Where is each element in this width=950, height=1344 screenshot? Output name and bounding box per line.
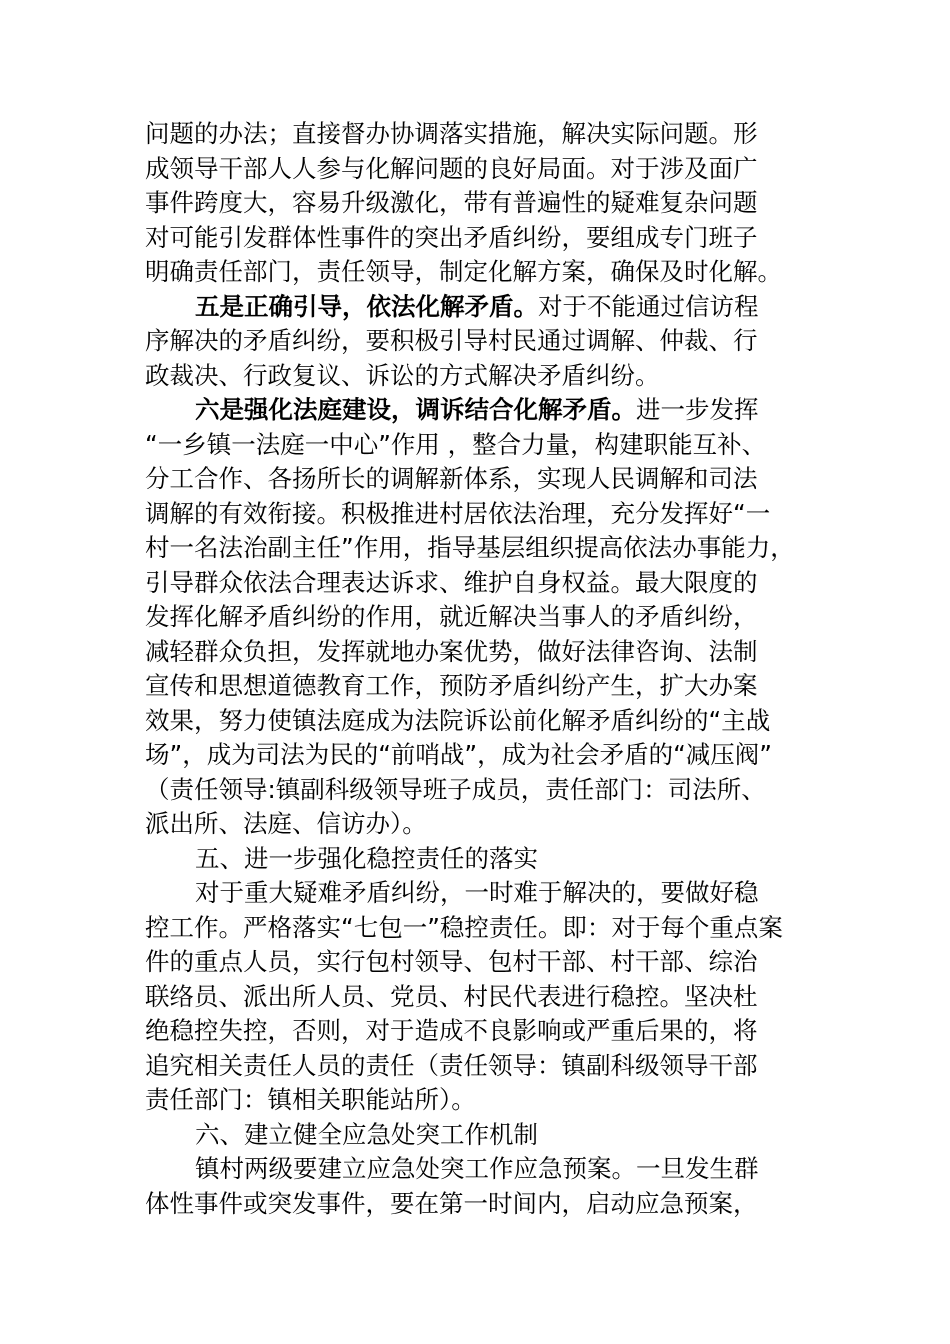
text-line: 件的重点人员，实行包村领导、包村干部、村干部、综治 (145, 947, 758, 976)
text-line: （责任领导:镇副科级领导班子成员，责任部门：司法所、 (145, 774, 766, 804)
text-line: 引导群众依法合理表达诉求、维护自身权益。最大限度的 (145, 567, 758, 597)
text-line: 问题的办法；直接督办协调落实措施，解决实际问题。形 (145, 119, 758, 148)
text-line: 事件跨度大，容易升级激化，带有普遍性的疑难复杂问题 (145, 188, 758, 217)
text-line: 发挥化解矛盾纠纷的作用，就近解决当事人的矛盾纠纷， (145, 602, 758, 631)
paragraph-heading: 六是强化法庭建设，调诉结合化解矛盾。 (195, 395, 636, 424)
paragraph-heading: 五是正确引导，依法化解矛盾。 (195, 291, 538, 321)
text-line: 效果，努力使镇法庭成为法院诉讼前化解矛盾纠纷的“主战 (145, 705, 771, 735)
text-line: 场”，成为司法为民的“前哨战”，成为社会矛盾的“减压阀” (145, 740, 772, 769)
text-line: 政裁决、行政复议、诉讼的方式解决矛盾纠纷。 (145, 360, 660, 390)
document-page (145, 117, 835, 1221)
text-line: 明确责任部门，责任领导，制定化解方案，确保及时化解。 (145, 257, 782, 286)
text-line: “一乡镇一法庭一中心”作用 ，整合力量，构建职能互补、 (145, 429, 767, 459)
text-line: 联络员、派出所人员、党员、村民代表进行稳控。坚决杜 (145, 981, 758, 1011)
text-line: 体性事件或突发事件，要在第一时间内，启动应急预案， (145, 1188, 758, 1218)
text-line: 对可能引发群体性事件的突出矛盾纠纷，要组成专门班子 (145, 222, 758, 252)
section-title: 五、进一步强化稳控责任的落实 (195, 843, 538, 873)
text-line: 责任部门：镇相关职能站所）。 (145, 1085, 476, 1114)
text-line: 分工合作、各扬所长的调解新体系，实现人民调解和司法 (145, 464, 758, 493)
paragraph-guidance (145, 290, 835, 394)
text-line: 宣传和思想道德教育工作，预防矛盾纠纷产生，扩大办案 (145, 671, 758, 700)
paragraph-stability-control (145, 876, 835, 1118)
paragraph-responsibility (145, 117, 835, 290)
text-line (145, 393, 835, 428)
paragraph-court-building (145, 393, 835, 842)
text-line: 成领导干部人人参与化解问题的良好局面。对于涉及面广 (145, 153, 758, 183)
text-line: 镇村两级要建立应急处突工作应急预案。一旦发生群 (195, 1154, 759, 1183)
text-run: 对于不能通过信访程 (538, 291, 759, 321)
text-line: 减轻群众负担，发挥就地办案优势，做好法律咨询、法制 (145, 636, 758, 666)
text-line: 村一名法治副主任”作用，指导基层组织提高依法办事能力， (145, 533, 795, 562)
text-line: 调解的有效衔接。积极推进村居依法治理，充分发挥好“一 (145, 498, 771, 528)
text-line: 派出所、法庭、信访办）。 (145, 809, 427, 838)
text-line: 控工作。严格落实“七包一”稳控责任。即：对于每个重点案 (145, 912, 783, 942)
section-title: 六、建立健全应急处突工作机制 (195, 1119, 538, 1149)
text-line: 对于重大疑难矛盾纠纷，一时难于解决的，要做好稳 (195, 878, 759, 907)
text-run: 进一步发挥 (636, 395, 759, 424)
text-line (145, 290, 835, 325)
paragraph-emergency (145, 1152, 835, 1221)
text-line: 序解决的矛盾纠纷，要积极引导村民通过调解、仲裁、行 (145, 326, 758, 355)
text-line: 绝稳控失控，否则，对于造成不良影响或严重后果的，将 (145, 1016, 758, 1045)
text-line: 追究相关责任人员的责任（责任领导：镇副科级领导干部 (145, 1050, 758, 1080)
